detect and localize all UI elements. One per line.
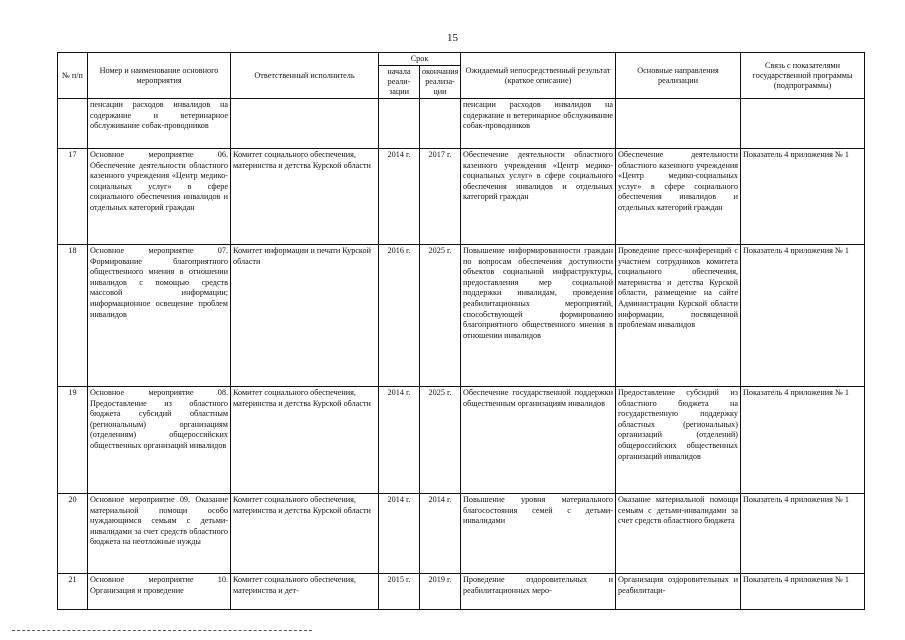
cell-end: 2017 г. — [420, 149, 461, 245]
cell-end: 2025 г. — [420, 387, 461, 494]
header-term: Срок — [379, 53, 461, 66]
header-row-1 — [58, 53, 865, 66]
cell-link: Показатель 4 приложения № 1 — [741, 245, 865, 387]
cell-end — [420, 99, 461, 149]
header-num: № п/п — [58, 53, 88, 99]
cell-name: Основное мероприятие 06. Обеспечение деятельности областного казенного учреждения «Центр медико-социальных услуг» в сфере социального обеспечения инвалидов и отдельных категорий граждан — [88, 149, 231, 245]
header-result: Ожидаемый непосредственный результат (краткое описание) — [461, 53, 616, 99]
cell-directions: Организация оздоровительных и реабилитаци- — [616, 574, 741, 610]
header-directions: Основные направления реализации — [616, 53, 741, 99]
cell-name: Основное мероприятие 07. Формирование благоприятного общественного мнения в отношении инвалидов с помощью средств массовой информации; информационное освещение проблем инвалидов — [88, 245, 231, 387]
cell-executor: Комитет социального обеспечения, материнства и дет- — [231, 574, 379, 610]
cell-result: Проведение оздоровительных и реабилитационных меро- — [461, 574, 616, 610]
cell-link: Показатель 4 приложения № 1 — [741, 494, 865, 574]
header-start: начала реали-зации — [379, 66, 420, 99]
header-end: окончания реализа-ции — [420, 66, 461, 99]
cell-result: Повышение уровня материального благосостояния семей с детьми-инвалидами — [461, 494, 616, 574]
cell-link — [741, 99, 865, 149]
header-executor: Ответственный исполнитель — [231, 53, 379, 99]
cell-result: Обеспечение деятельности областного казенного учреждения «Центр медико-социальных услуг» в сфере социального обеспечения инвалидов и отдельных категорий граждан — [461, 149, 616, 245]
cell-start: 2016 г. — [379, 245, 420, 387]
header-name: Номер и наименование основного мероприятия — [88, 53, 231, 99]
table-row — [58, 574, 865, 610]
cell-start: 2015 г. — [379, 574, 420, 610]
cell-start: 2014 г. — [379, 494, 420, 574]
cell-directions: Оказание материальной помощи семьям с детьми-инвалидами за счет средств областного бюджета — [616, 494, 741, 574]
cell-name: пенсации расходов инвалидов на содержание и ветеринарное обслуживание собак-проводников — [88, 99, 231, 149]
cell-result: Обеспечение государственной поддержки общественным организациям инвалидов — [461, 387, 616, 494]
cell-link: Показатель 4 приложения № 1 — [741, 574, 865, 610]
cell-num: 19 — [58, 387, 88, 494]
footer-rule — [12, 630, 312, 631]
cell-executor: Комитет информации и печати Курской области — [231, 245, 379, 387]
cell-num: 17 — [58, 149, 88, 245]
cell-end: 2019 г. — [420, 574, 461, 610]
table-row — [58, 494, 865, 574]
cell-link: Показатель 4 приложения № 1 — [741, 149, 865, 245]
table-body — [58, 99, 865, 610]
cell-result: Повышение информированности граждан по вопросам обеспечения доступности объектов социальной инфраструктуры, предоставления мер социальной поддержки инвалидам, проведения реабилитационных мероприятий, способствующей формированию благоприятного общественного мнения в отношении инвалидов — [461, 245, 616, 387]
cell-name: Основное мероприятие 08. Предоставление из областного бюджета субсидий областным (региональным) организациям (отделениям) общероссийских общественных организаций инвалидов — [88, 387, 231, 494]
cell-start — [379, 99, 420, 149]
cell-num: 20 — [58, 494, 88, 574]
cell-link: Показатель 4 приложения № 1 — [741, 387, 865, 494]
table-row — [58, 245, 865, 387]
cell-num: 21 — [58, 574, 88, 610]
cell-num — [58, 99, 88, 149]
cell-result: пенсации расходов инвалидов на содержание и ветеринарное обслуживание собак-проводников — [461, 99, 616, 149]
cell-name: Основное мероприятие 10. Организация и проведение — [88, 574, 231, 610]
cell-directions: Предоставление субсидий из областного бюджета на государственную поддержку областных (региональных) организаций (отделений) общероссийских общественных организаций инвалидов — [616, 387, 741, 494]
cell-executor — [231, 99, 379, 149]
cell-name: Основное мероприятие 09. Оказание материальной помощи особо нуждающимся семьям с детьми-инвалидами за счет средств областного бюджета на неотложные нужды — [88, 494, 231, 574]
cell-executor: Комитет социального обеспечения, материнства и детства Курской области — [231, 387, 379, 494]
activities-table — [57, 52, 865, 610]
table-row — [58, 99, 865, 149]
cell-directions: Обеспечение деятельности областного казенного учреждения «Центр медико-социальных услуг» в сфере социального обеспечения инвалидов и отдельных категорий граждан — [616, 149, 741, 245]
cell-executor: Комитет социального обеспечения, материнства и детства Курской области — [231, 149, 379, 245]
page-number: 15 — [447, 32, 458, 44]
cell-executor: Комитет социального обеспечения, материнства и детства Курской области — [231, 494, 379, 574]
cell-directions: Проведение пресс-конференций с участием сотрудников комитета социального обеспечения, материнства и детства Курской области, размещение на сайте Администрации Курской области информации, посвященной проблемам инвалидов — [616, 245, 741, 387]
header-link: Связь с показателями государственной программы (подпрограммы) — [741, 53, 865, 99]
table-row — [58, 387, 865, 494]
cell-start: 2014 г. — [379, 387, 420, 494]
cell-start: 2014 г. — [379, 149, 420, 245]
cell-end: 2025 г. — [420, 245, 461, 387]
cell-directions — [616, 99, 741, 149]
cell-end: 2014 г. — [420, 494, 461, 574]
table-row — [58, 149, 865, 245]
cell-num: 18 — [58, 245, 88, 387]
